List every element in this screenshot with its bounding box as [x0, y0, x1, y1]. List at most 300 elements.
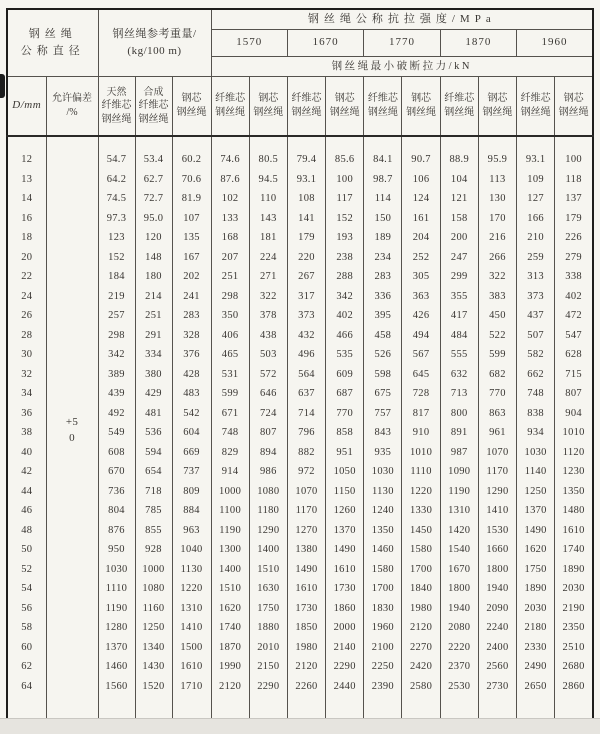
- value-cell: 150: [364, 209, 402, 229]
- header-steel-core: 钢芯 钢丝绳: [249, 76, 287, 136]
- value-cell: 1090: [440, 462, 478, 482]
- value-cell: 1050: [326, 462, 364, 482]
- value-cell: 1190: [98, 599, 135, 619]
- value-cell: 1030: [517, 443, 555, 463]
- value-cell: 110: [249, 189, 287, 209]
- value-cell: 1140: [517, 462, 555, 482]
- value-cell: 2120: [287, 657, 325, 677]
- header-reference-weight: [98, 9, 211, 76]
- value-cell: 62.7: [135, 170, 172, 190]
- value-cell: 1190: [211, 521, 249, 541]
- header-fiber-core: 纤维芯 钢丝绳: [517, 76, 555, 136]
- value-cell: 2000: [326, 618, 364, 638]
- diameter-cell: 34: [7, 384, 46, 404]
- value-cell: 928: [135, 540, 172, 560]
- value-cell: 251: [211, 267, 249, 287]
- value-cell: 1430: [135, 657, 172, 677]
- value-cell: 95.9: [478, 150, 516, 170]
- value-cell: 884: [172, 501, 211, 521]
- value-cell: 1940: [478, 579, 516, 599]
- strength-grade: 1870: [440, 29, 516, 56]
- value-cell: 492: [98, 404, 135, 424]
- diameter-cell: 20: [7, 248, 46, 268]
- value-cell: 1580: [402, 540, 440, 560]
- value-cell: 1730: [326, 579, 364, 599]
- value-cell: 2030: [555, 579, 593, 599]
- value-cell: 428: [172, 365, 211, 385]
- value-cell: 1030: [364, 462, 402, 482]
- tolerance-label-line1: 允许偏差: [52, 93, 92, 105]
- value-cell: 1540: [440, 540, 478, 560]
- value-cell: 950: [98, 540, 135, 560]
- value-cell: 363: [402, 287, 440, 307]
- value-cell: 1370: [98, 638, 135, 658]
- value-cell: 572: [249, 365, 287, 385]
- diameter-cell: 56: [7, 599, 46, 619]
- value-cell: 891: [440, 423, 478, 443]
- diameter-cell: 50: [7, 540, 46, 560]
- diameter-cell: 38: [7, 423, 46, 443]
- value-cell: 1520: [135, 677, 172, 697]
- header-weight-line2: (kg/100 m): [127, 44, 182, 57]
- value-cell: 181: [249, 228, 287, 248]
- diameter-cell: 58: [7, 618, 46, 638]
- value-cell: 1270: [287, 521, 325, 541]
- value-cell: 796: [287, 423, 325, 443]
- value-cell: 662: [517, 365, 555, 385]
- value-cell: 1280: [98, 618, 135, 638]
- value-cell: 317: [287, 287, 325, 307]
- diameter-cell: 36: [7, 404, 46, 424]
- value-cell: 224: [249, 248, 287, 268]
- value-cell: 2290: [326, 657, 364, 677]
- value-cell: 1180: [249, 501, 287, 521]
- value-cell: 1150: [326, 482, 364, 502]
- diameter-cell: 60: [7, 638, 46, 658]
- value-cell: 291: [135, 326, 172, 346]
- value-cell: 193: [326, 228, 364, 248]
- value-cell: 481: [135, 404, 172, 424]
- value-cell: 547: [555, 326, 593, 346]
- value-cell: 882: [287, 443, 325, 463]
- value-cell: 1490: [326, 540, 364, 560]
- value-cell: 247: [440, 248, 478, 268]
- value-cell: 1870: [211, 638, 249, 658]
- value-cell: 1100: [211, 501, 249, 521]
- value-cell: 2330: [517, 638, 555, 658]
- value-cell: 72.7: [135, 189, 172, 209]
- value-cell: 1960: [364, 618, 402, 638]
- value-cell: 373: [517, 287, 555, 307]
- value-cell: 522: [478, 326, 516, 346]
- value-cell: 288: [326, 267, 364, 287]
- value-cell: 95.0: [135, 209, 172, 229]
- value-cell: 1860: [326, 599, 364, 619]
- header-nominal-diameter: [7, 9, 98, 76]
- value-cell: 1170: [287, 501, 325, 521]
- value-cell: 1670: [440, 560, 478, 580]
- value-cell: 219: [98, 287, 135, 307]
- value-cell: 158: [440, 209, 478, 229]
- value-cell: 1460: [98, 657, 135, 677]
- value-cell: 283: [172, 306, 211, 326]
- value-cell: 1250: [517, 482, 555, 502]
- value-cell: 1190: [440, 482, 478, 502]
- value-cell: 2370: [440, 657, 478, 677]
- value-cell: 74.5: [98, 189, 135, 209]
- value-cell: 1980: [402, 599, 440, 619]
- header-tensile-strength: 钢丝绳公称抗拉强度/MPa: [211, 9, 593, 29]
- value-cell: 2120: [211, 677, 249, 697]
- value-cell: 432: [287, 326, 325, 346]
- value-cell: 241: [172, 287, 211, 307]
- value-cell: 124: [402, 189, 440, 209]
- value-cell: 2140: [326, 638, 364, 658]
- value-cell: 266: [478, 248, 516, 268]
- value-cell: 1890: [555, 560, 593, 580]
- value-cell: 1260: [326, 501, 364, 521]
- value-cell: 472: [555, 306, 593, 326]
- value-cell: 2350: [555, 618, 593, 638]
- value-cell: 2190: [555, 599, 593, 619]
- header-steel-core-weight: 钢芯 钢丝绳: [172, 76, 211, 136]
- value-cell: 2580: [402, 677, 440, 697]
- value-cell: 378: [249, 306, 287, 326]
- value-cell: 98.7: [364, 170, 402, 190]
- table-body: [7, 136, 593, 724]
- value-cell: 166: [517, 209, 555, 229]
- value-cell: 143: [249, 209, 287, 229]
- value-cell: 654: [135, 462, 172, 482]
- value-cell: 1230: [555, 462, 593, 482]
- diameter-cell: 54: [7, 579, 46, 599]
- value-cell: 313: [517, 267, 555, 287]
- value-cell: 1940: [440, 599, 478, 619]
- value-cell: 737: [172, 462, 211, 482]
- diameter-cell: 32: [7, 365, 46, 385]
- value-cell: 536: [135, 423, 172, 443]
- value-cell: 88.9: [440, 150, 478, 170]
- value-cell: 855: [135, 521, 172, 541]
- value-cell: 322: [249, 287, 287, 307]
- value-cell: 1300: [211, 540, 249, 560]
- value-cell: 1400: [249, 540, 287, 560]
- value-cell: 1750: [517, 560, 555, 580]
- value-cell: 785: [135, 501, 172, 521]
- value-cell: 133: [211, 209, 249, 229]
- header-steel-core: 钢芯 钢丝绳: [326, 76, 364, 136]
- value-cell: 914: [211, 462, 249, 482]
- value-cell: 675: [364, 384, 402, 404]
- value-cell: 1080: [249, 482, 287, 502]
- value-cell: 438: [249, 326, 287, 346]
- value-cell: 2150: [249, 657, 287, 677]
- value-cell: 718: [135, 482, 172, 502]
- value-cell: 1580: [364, 560, 402, 580]
- wire-rope-spec-table: [6, 8, 594, 725]
- value-cell: 2510: [555, 638, 593, 658]
- value-cell: 1070: [478, 443, 516, 463]
- value-cell: 2260: [287, 677, 325, 697]
- value-cell: 74.6: [211, 150, 249, 170]
- value-cell: 1560: [98, 677, 135, 697]
- value-cell: 770: [478, 384, 516, 404]
- value-cell: 757: [364, 404, 402, 424]
- value-cell: 535: [326, 345, 364, 365]
- value-cell: 298: [98, 326, 135, 346]
- value-cell: 1120: [555, 443, 593, 463]
- value-cell: 1000: [135, 560, 172, 580]
- value-cell: 951: [326, 443, 364, 463]
- value-cell: 526: [364, 345, 402, 365]
- value-cell: 184: [98, 267, 135, 287]
- value-cell: 2090: [478, 599, 516, 619]
- value-cell: 1460: [364, 540, 402, 560]
- diameter-cell: 12: [7, 150, 46, 170]
- value-cell: 1740: [211, 618, 249, 638]
- value-cell: 1980: [287, 638, 325, 658]
- value-cell: 599: [211, 384, 249, 404]
- value-cell: 336: [364, 287, 402, 307]
- value-cell: 1040: [172, 540, 211, 560]
- diameter-cell: 30: [7, 345, 46, 365]
- value-cell: 858: [326, 423, 364, 443]
- value-cell: 2120: [402, 618, 440, 638]
- value-cell: 257: [98, 306, 135, 326]
- value-cell: 200: [440, 228, 478, 248]
- value-cell: 604: [172, 423, 211, 443]
- value-cell: 1620: [517, 540, 555, 560]
- value-cell: 2080: [440, 618, 478, 638]
- value-cell: 894: [249, 443, 287, 463]
- subheader-row: [7, 76, 593, 136]
- value-cell: 2730: [478, 677, 516, 697]
- value-cell: 406: [211, 326, 249, 346]
- value-cell: 542: [172, 404, 211, 424]
- header-fiber-core: 纤维芯 钢丝绳: [440, 76, 478, 136]
- value-cell: 466: [326, 326, 364, 346]
- diameter-cell: 18: [7, 228, 46, 248]
- value-cell: 714: [287, 404, 325, 424]
- value-cell: 483: [172, 384, 211, 404]
- header-diameter-line1: 钢丝绳: [28, 27, 77, 40]
- value-cell: 628: [555, 345, 593, 365]
- value-cell: 1800: [478, 560, 516, 580]
- value-cell: 2560: [478, 657, 516, 677]
- diameter-cell: 46: [7, 501, 46, 521]
- value-cell: 252: [402, 248, 440, 268]
- value-cell: 1610: [555, 521, 593, 541]
- header-fiber-core: 纤维芯 钢丝绳: [287, 76, 325, 136]
- value-cell: 687: [326, 384, 364, 404]
- value-cell: 417: [440, 306, 478, 326]
- value-cell: 1620: [211, 599, 249, 619]
- value-cell: 2400: [478, 638, 516, 658]
- value-cell: 118: [555, 170, 593, 190]
- value-cell: 2180: [517, 618, 555, 638]
- tolerance-label-line2: /%: [66, 106, 78, 118]
- value-cell: 972: [287, 462, 325, 482]
- value-cell: 2240: [478, 618, 516, 638]
- value-cell: 87.6: [211, 170, 249, 190]
- value-cell: 1730: [287, 599, 325, 619]
- value-cell: 1130: [172, 560, 211, 580]
- diameter-cell: 24: [7, 287, 46, 307]
- header-natural-fiber-core: 天然 纤维芯 钢丝绳: [98, 76, 135, 136]
- value-cell: 2290: [249, 677, 287, 697]
- strength-grade: 1570: [211, 29, 287, 56]
- diameter-cell: 26: [7, 306, 46, 326]
- value-cell: 608: [98, 443, 135, 463]
- value-cell: 279: [555, 248, 593, 268]
- value-cell: 64.2: [98, 170, 135, 190]
- value-cell: 1750: [249, 599, 287, 619]
- value-cell: 1490: [287, 560, 325, 580]
- value-cell: 402: [555, 287, 593, 307]
- value-cell: 60.2: [172, 150, 211, 170]
- value-cell: 437: [517, 306, 555, 326]
- value-cell: 817: [402, 404, 440, 424]
- page-edge: [0, 718, 600, 734]
- value-cell: 305: [402, 267, 440, 287]
- value-cell: 1220: [172, 579, 211, 599]
- value-cell: 1220: [402, 482, 440, 502]
- value-cell: 863: [478, 404, 516, 424]
- value-cell: 1990: [211, 657, 249, 677]
- header-d-mm: D/mm: [7, 76, 46, 136]
- value-cell: 2220: [440, 638, 478, 658]
- value-cell: 1800: [440, 579, 478, 599]
- value-cell: 113: [478, 170, 516, 190]
- header-diameter-line2: 公称直径: [20, 44, 85, 57]
- value-cell: 141: [287, 209, 325, 229]
- value-cell: 100: [555, 150, 593, 170]
- value-cell: 402: [326, 306, 364, 326]
- value-cell: 2530: [440, 677, 478, 697]
- value-cell: 2390: [364, 677, 402, 697]
- diameter-cell: 13: [7, 170, 46, 190]
- value-cell: 1010: [555, 423, 593, 443]
- value-cell: 90.7: [402, 150, 440, 170]
- value-cell: 1170: [478, 462, 516, 482]
- value-cell: 800: [440, 404, 478, 424]
- value-cell: 1110: [98, 579, 135, 599]
- value-cell: 251: [135, 306, 172, 326]
- value-cell: 986: [249, 462, 287, 482]
- value-cell: 987: [440, 443, 478, 463]
- value-cell: 1370: [517, 501, 555, 521]
- value-cell: 736: [98, 482, 135, 502]
- value-cell: 1340: [135, 638, 172, 658]
- value-cell: 97.3: [98, 209, 135, 229]
- diameter-cell: 44: [7, 482, 46, 502]
- value-cell: 1350: [555, 482, 593, 502]
- value-cell: 114: [364, 189, 402, 209]
- value-cell: 910: [402, 423, 440, 443]
- value-cell: 598: [364, 365, 402, 385]
- value-cell: 168: [211, 228, 249, 248]
- value-cell: 2250: [364, 657, 402, 677]
- value-cell: 389: [98, 365, 135, 385]
- header-steel-core: 钢芯 钢丝绳: [555, 76, 593, 136]
- value-cell: 1830: [364, 599, 402, 619]
- value-cell: 1030: [98, 560, 135, 580]
- value-cell: 109: [517, 170, 555, 190]
- value-cell: 1290: [249, 521, 287, 541]
- value-cell: 1240: [364, 501, 402, 521]
- value-cell: 376: [172, 345, 211, 365]
- diameter-cell: 16: [7, 209, 46, 229]
- value-cell: 210: [517, 228, 555, 248]
- diameter-cell: 14: [7, 189, 46, 209]
- value-cell: 748: [517, 384, 555, 404]
- value-cell: 1160: [135, 599, 172, 619]
- value-cell: 1710: [172, 677, 211, 697]
- value-cell: 93.1: [517, 150, 555, 170]
- value-cell: 963: [172, 521, 211, 541]
- value-cell: 2010: [249, 638, 287, 658]
- value-cell: 1610: [326, 560, 364, 580]
- value-cell: 152: [98, 248, 135, 268]
- header-steel-core: 钢芯 钢丝绳: [478, 76, 516, 136]
- value-cell: 120: [135, 228, 172, 248]
- value-cell: 383: [478, 287, 516, 307]
- diameter-cell: 42: [7, 462, 46, 482]
- strength-grade: 1770: [364, 29, 440, 56]
- value-cell: 328: [172, 326, 211, 346]
- value-cell: 334: [135, 345, 172, 365]
- value-cell: 838: [517, 404, 555, 424]
- value-cell: 748: [211, 423, 249, 443]
- value-cell: 549: [98, 423, 135, 443]
- value-cell: 1880: [249, 618, 287, 638]
- value-cell: 599: [478, 345, 516, 365]
- header-min-breaking-force: 钢丝绳最小破断拉力/kN: [211, 56, 593, 76]
- value-cell: 179: [555, 209, 593, 229]
- value-cell: 1250: [135, 618, 172, 638]
- strength-grade: 1670: [287, 29, 363, 56]
- diameter-cell: 40: [7, 443, 46, 463]
- value-cell: 189: [364, 228, 402, 248]
- value-cell: 807: [555, 384, 593, 404]
- value-cell: 1350: [364, 521, 402, 541]
- value-cell: 342: [326, 287, 364, 307]
- value-cell: 2490: [517, 657, 555, 677]
- value-cell: 70.6: [172, 170, 211, 190]
- value-cell: 1420: [440, 521, 478, 541]
- value-cell: 632: [440, 365, 478, 385]
- value-cell: 645: [402, 365, 440, 385]
- diameter-cell: 22: [7, 267, 46, 287]
- value-cell: 179: [287, 228, 325, 248]
- value-cell: 1660: [478, 540, 516, 560]
- value-cell: 106: [402, 170, 440, 190]
- value-cell: 2100: [364, 638, 402, 658]
- value-cell: 829: [211, 443, 249, 463]
- value-cell: 1630: [249, 579, 287, 599]
- value-cell: 135: [172, 228, 211, 248]
- value-cell: 1000: [211, 482, 249, 502]
- value-cell: 322: [478, 267, 516, 287]
- value-cell: 2420: [402, 657, 440, 677]
- value-cell: 342: [98, 345, 135, 365]
- value-cell: 876: [98, 521, 135, 541]
- value-cell: 1400: [211, 560, 249, 580]
- value-cell: 1330: [402, 501, 440, 521]
- value-cell: 1010: [402, 443, 440, 463]
- header-fiber-core: 纤维芯 钢丝绳: [364, 76, 402, 136]
- value-cell: 238: [326, 248, 364, 268]
